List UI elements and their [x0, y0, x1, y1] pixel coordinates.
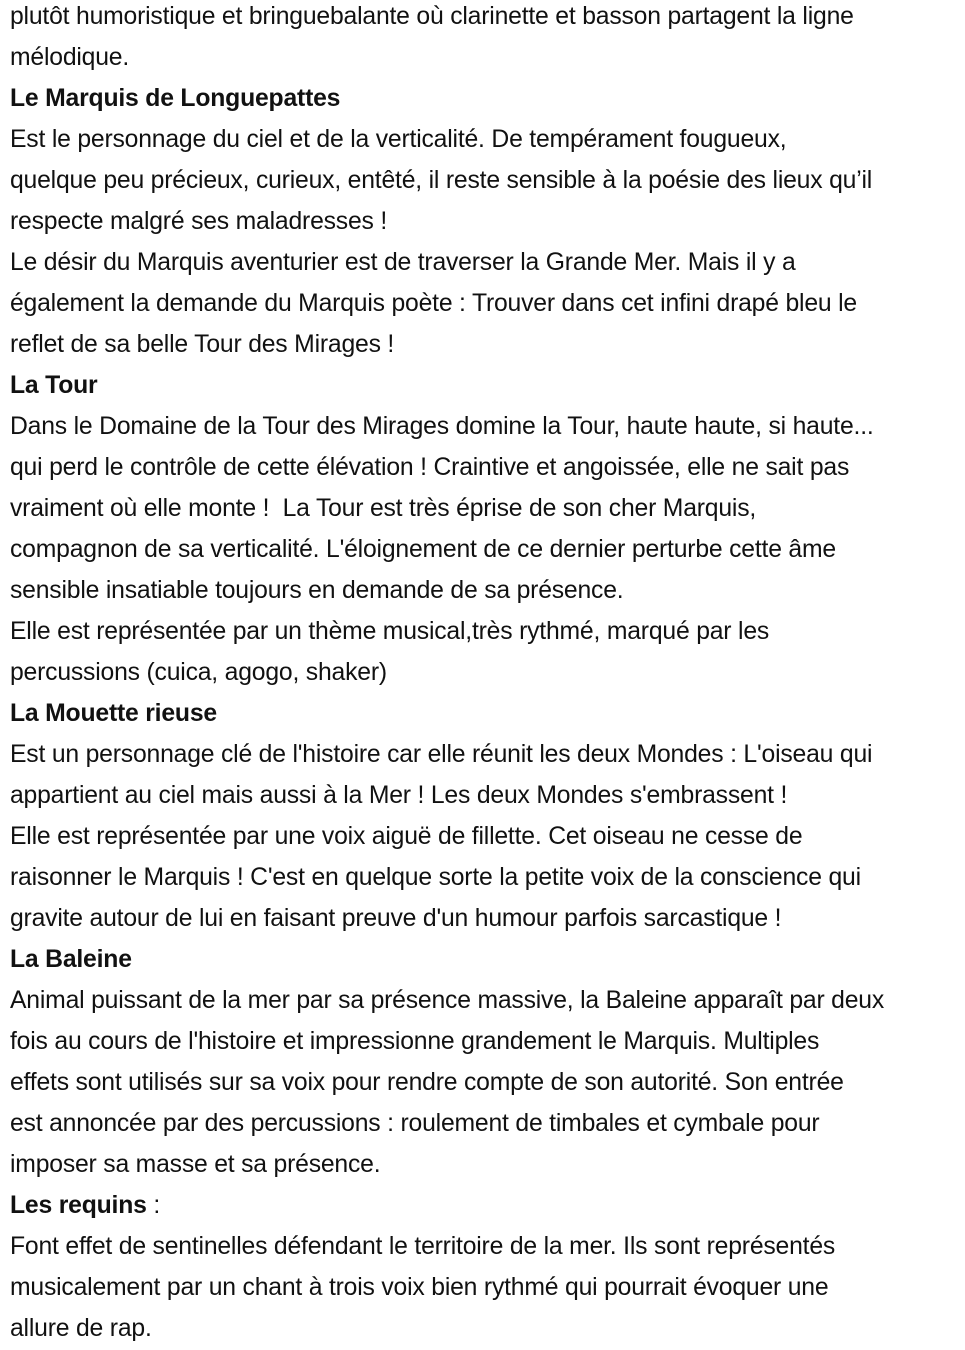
requins-line-3: allure de rap. — [10, 1314, 152, 1342]
baleine-line-5: imposer sa masse et sa présence. — [10, 1150, 381, 1178]
marquis-line-2: quelque peu précieux, curieux, entêté, il reste sensible à la poésie des lieux qu’il — [10, 166, 873, 194]
baleine-line-4: est annoncée par des percussions : roulement de timbales et cymbale pour — [10, 1109, 820, 1137]
intro-line-2: mélodique. — [10, 43, 130, 71]
baleine-line-1: Animal puissant de la mer par sa présence massive, la Baleine apparaît par deux — [10, 986, 885, 1014]
marquis-line-4: Le désir du Marquis aventurier est de traverser la Grande Mer. Mais il y a — [10, 248, 796, 276]
tour-line-3: vraiment où elle monte ! La Tour est très éprise de son cher Marquis, — [10, 494, 757, 522]
section-heading-baleine: La Baleine — [10, 945, 132, 973]
requins-line-1: Font effet de sentinelles défendant le territoire de la mer. Ils sont représentés — [10, 1232, 836, 1260]
tour-line-5: sensible insatiable toujours en demande de sa présence. — [10, 576, 624, 604]
intro-line-1: plutôt humoristique et bringuebalante où clarinette et basson partagent la ligne — [10, 2, 854, 30]
marquis-line-3: respecte malgré ses maladresses ! — [10, 207, 388, 235]
baleine-line-3: effets sont utilisés sur sa voix pour rendre compte de son autorité. Son entrée — [10, 1068, 844, 1096]
baleine-line-2: fois au cours de l'histoire et impressionne grandement le Marquis. Multiples — [10, 1027, 820, 1055]
marquis-line-1: Est le personnage du ciel et de la verticalité. De tempérament fougueux, — [10, 125, 787, 153]
requins-heading-suffix: : — [146, 1191, 161, 1219]
marquis-line-6: reflet de sa belle Tour des Mirages ! — [10, 330, 395, 358]
section-heading-requins-row — [10, 1185, 955, 1226]
section-heading-mouette: La Mouette rieuse — [10, 699, 217, 727]
requins-line-2: musicalement par un chant à trois voix bien rythmé qui pourrait évoquer une — [10, 1273, 829, 1301]
tour-line-1: Dans le Domaine de la Tour des Mirages domine la Tour, haute haute, si haute... — [10, 412, 874, 440]
mouette-line-4: raisonner le Marquis ! C'est en quelque sorte la petite voix de la conscience qui — [10, 863, 861, 891]
tour-line-2: qui perd le contrôle de cette élévation ! Craintive et angoissée, elle ne sait pas — [10, 453, 850, 481]
section-heading-tour: La Tour — [10, 371, 98, 399]
mouette-line-5: gravite autour de lui en faisant preuve d'un humour parfois sarcastique ! — [10, 904, 782, 932]
tour-line-4: compagnon de sa verticalité. L'éloignement de ce dernier perturbe cette âme — [10, 535, 836, 563]
mouette-line-3: Elle est représentée par une voix aiguë de fillette. Cet oiseau ne cesse de — [10, 822, 803, 850]
section-heading-marquis: Le Marquis de Longuepattes — [10, 84, 341, 112]
tour-line-7: percussions (cuica, agogo, shaker) — [10, 658, 387, 686]
mouette-line-1: Est un personnage clé de l'histoire car elle réunit les deux Mondes : L'oiseau qui — [10, 740, 873, 768]
marquis-line-5: également la demande du Marquis poète : Trouver dans cet infini drapé bleu le — [10, 289, 857, 317]
mouette-line-2: appartient au ciel mais aussi à la Mer ! Les deux Mondes s'embrassent ! — [10, 781, 788, 809]
section-heading-requins: Les requins — [10, 1191, 147, 1219]
tour-line-6: Elle est représentée par un thème musical,très rythmé, marqué par les — [10, 617, 770, 645]
